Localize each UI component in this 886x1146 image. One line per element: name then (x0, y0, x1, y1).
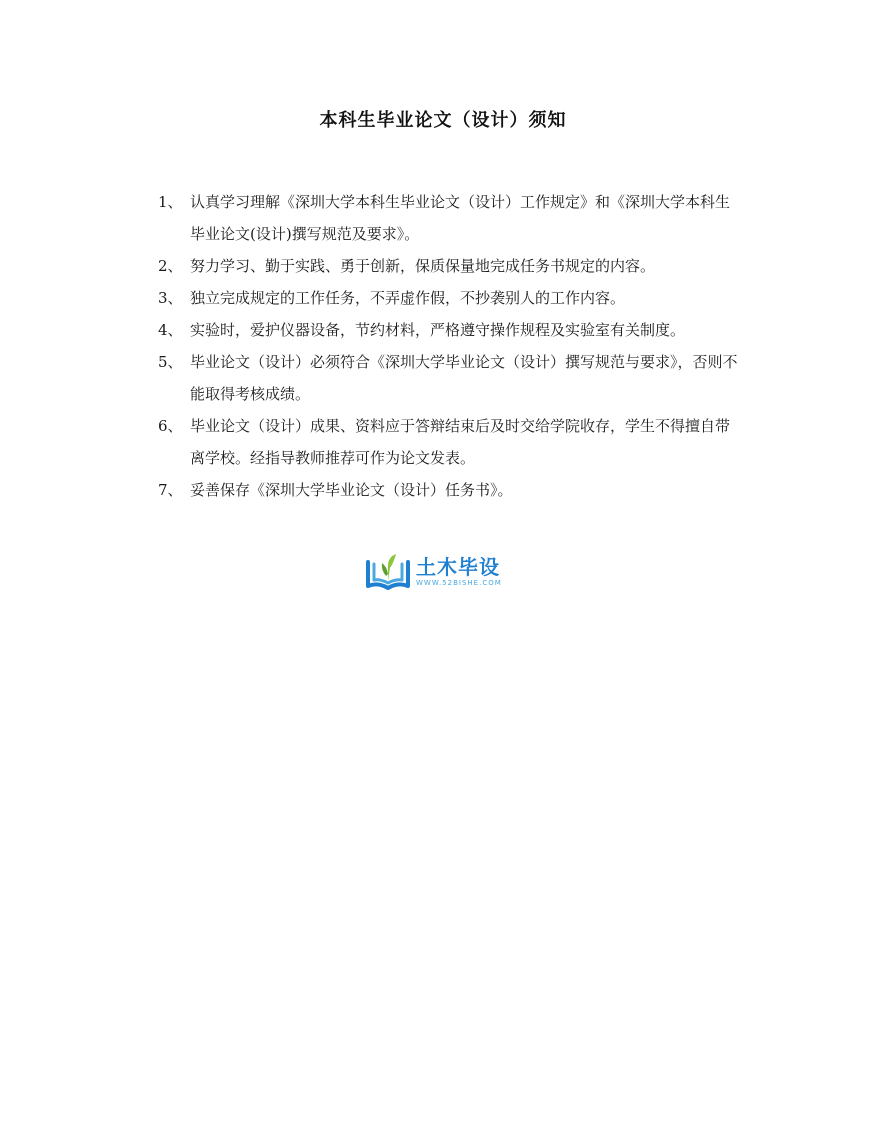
item-number: 5、 (158, 353, 183, 371)
list-item (158, 346, 738, 410)
item-number: 6、 (158, 417, 183, 435)
notice-list (158, 186, 738, 506)
item-number: 3、 (158, 289, 183, 307)
list-item (158, 314, 738, 346)
list-item (158, 474, 738, 506)
item-text: 独立完成规定的工作任务，不弄虚作假，不抄袭别人的工作内容。 (190, 289, 626, 307)
site-logo (364, 551, 524, 593)
item-text: 妥善保存《深圳大学毕业论文（设计）任务书》。 (190, 481, 513, 499)
item-number: 4、 (158, 321, 183, 339)
item-number: 1、 (158, 193, 183, 211)
list-item (158, 186, 738, 250)
logo-name: 土木毕设 (416, 555, 500, 579)
book-logo-icon (364, 552, 412, 592)
list-item (158, 282, 738, 314)
item-text: 努力学习、勤于实践、勇于创新，保质保量地完成任务书规定的内容。 (190, 257, 656, 275)
item-number: 7、 (158, 481, 183, 499)
item-text: 认真学习理解《深圳大学本科生毕业论文（设计）工作规定》和《深圳大学本科生毕业论文(设计)撰写规范及要求》。 (190, 193, 731, 243)
list-item (158, 250, 738, 282)
item-text: 毕业论文（设计）成果、资料应于答辩结束后及时交给学院收存，学生不得擅自带离学校。经指导教师推荐可作为论文发表。 (190, 417, 731, 467)
logo-text (416, 556, 502, 588)
item-text: 毕业论文（设计）必须符合《深圳大学毕业论文（设计）撰写规范与要求》，否则不能取得考核成绩。 (190, 353, 738, 403)
list-item (158, 410, 738, 474)
logo-url: WWW.52BISHE.COM (416, 579, 502, 587)
page-title: 本科生毕业论文（设计）须知 (319, 110, 567, 131)
item-text: 实验时，爱护仪器设备，节约材料，严格遵守操作规程及实验室有关制度。 (190, 321, 686, 339)
item-number: 2、 (158, 257, 183, 275)
